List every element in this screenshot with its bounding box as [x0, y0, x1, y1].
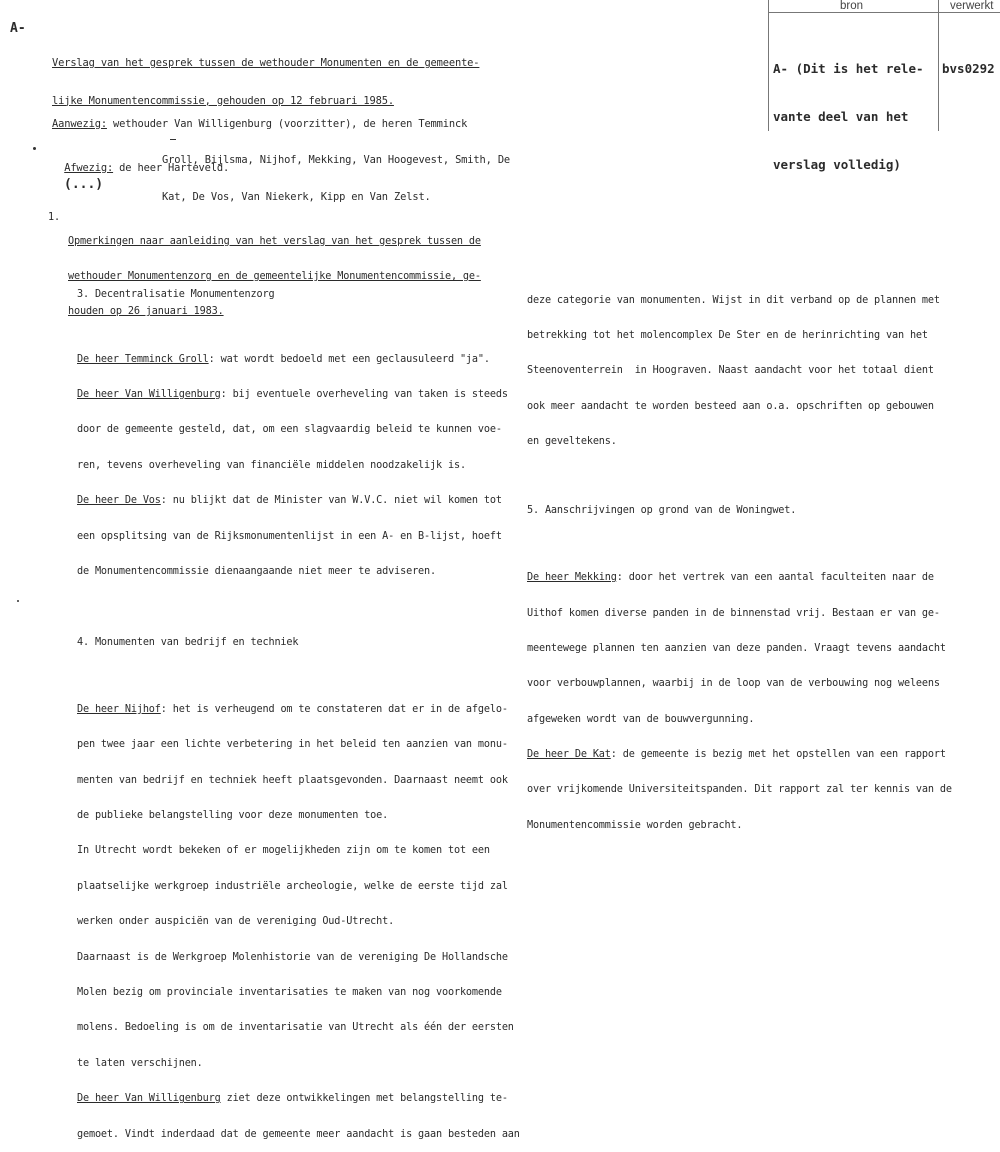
- subsection-3-heading: 3. Decentralisatie Monumentenzorg: [77, 288, 275, 300]
- text-line: de publieke belangstelling voor deze monumenten toe.: [77, 810, 389, 822]
- subsection-5-heading: 5. Aanschrijvingen op grond van de Woningwet.: [527, 505, 797, 517]
- text-line: Daarnaast is de Werkgroep Molenhistorie van de vereniging De Hollandsche: [77, 951, 508, 963]
- paragraph: [77, 704, 520, 716]
- heading-line: Opmerkingen naar aanleiding van het verslag van het gesprek tussen de: [68, 235, 481, 247]
- table-border-middle: [938, 0, 939, 131]
- table-border-left: [768, 0, 769, 131]
- attendees-line: wethouder Van Willigenburg (voorzitter), de heren Temminck: [106, 117, 468, 130]
- text-line: plaatselijke werkgroep industriële archeologie, welke de eerste tijd zal: [77, 880, 508, 892]
- bron-line: A- (Dit is het rele-: [773, 61, 924, 76]
- text-line: Steenoventerrein in Hoograven. Naast aandacht voor het totaal dient: [527, 365, 934, 377]
- column-header-verwerkt: verwerkt: [950, 0, 994, 12]
- margin-dash: [170, 139, 176, 140]
- heading-line: houden op 26 januari 1983.: [68, 306, 224, 318]
- text-line: gemoet. Vindt inderdaad dat de gemeente meer aandacht is gaan besteden aan: [77, 1128, 520, 1140]
- text-line: : de gemeente is bezig met het opstellen van een rapport: [610, 749, 946, 761]
- text-line: pen twee jaar een lichte verbetering in het beleid ten aanzien van monu-: [77, 739, 508, 751]
- paragraph: [77, 389, 520, 401]
- text-line: Uithof komen diverse panden in de binnenstad vrij. Bestaan er van ge-: [527, 607, 940, 619]
- paragraph: [77, 495, 520, 507]
- speaker: De heer De Vos: [77, 495, 161, 507]
- column-header-bron: bron: [840, 0, 864, 12]
- text-line: voor verbouwplannen, waarbij in de loop van de verbouwing nog weleens: [527, 678, 940, 690]
- paragraph: [77, 354, 520, 366]
- heading-line: wethouder Monumentenzorg en de gemeentelijke Monumentencommissie, ge-: [68, 270, 481, 282]
- text-line: te laten verschijnen.: [77, 1057, 203, 1069]
- ellipsis: (...): [64, 177, 104, 192]
- aanwezig-label: Aanwezig:: [52, 117, 107, 130]
- margin-dot: [33, 147, 36, 150]
- speaker: De heer Nijhof: [77, 703, 161, 715]
- speaker: De heer Temminck Groll: [77, 353, 209, 365]
- title-line: lijke Monumentencommissie, gehouden op 12 februari 1985.: [52, 94, 394, 107]
- attendees-line: Groll, Bijlsma, Nijhof, Mekking, Van Hoogevest, Smith, De: [162, 154, 511, 167]
- text-line: ren, tevens overheveling van financiële middelen noodzakelijk is.: [77, 459, 466, 471]
- afwezig-label: Afwezig:: [64, 161, 114, 174]
- speaker: De heer Van Willigenburg: [77, 1093, 221, 1105]
- text-line: ziet deze ontwikkelingen met belangstelling te-: [220, 1093, 508, 1105]
- verwerkt-code: bvs0292: [942, 61, 995, 76]
- section-1-number: 1.: [48, 212, 60, 223]
- text-line: menten van bedrijf en techniek heeft plaatsgevonden. Daarnaast neemt ook: [77, 774, 508, 786]
- text-line: : door het vertrek van een aantal faculteiten naar de: [616, 572, 934, 584]
- text-line: afgeweken wordt van de bouwvergunning.: [527, 713, 755, 725]
- text-line: werken onder auspiciën van de vereniging Oud-Utrecht.: [77, 916, 395, 928]
- absentees-block: [52, 151, 229, 175]
- text-line: meentewege plannen ten aanzien van deze panden. Vraagt tevens aandacht: [527, 642, 946, 654]
- text-line: over vrijkomende Universiteitspanden. Dit rapport zal ter kennis van de: [527, 784, 952, 796]
- text-line: een opsplitsing van de Rijksmonumentenlijst in een A- en B-lijst, hoeft: [77, 530, 502, 542]
- left-column: [77, 265, 520, 1152]
- text-line: : nu blijkt dat de Minister van W.V.C. niet wil komen tot: [160, 495, 502, 507]
- text-line: Monumentencommissie worden gebracht.: [527, 819, 743, 831]
- paragraph: [77, 1093, 520, 1105]
- absentees-text: de heer Harteveld.: [113, 161, 230, 174]
- text-line: : het is verheugend om te constateren dat er in de afgelo-: [160, 703, 508, 715]
- text-line: door de gemeente gesteld, dat, om een slagvaardig beleid te kunnen voe-: [77, 424, 502, 436]
- text-line: deze categorie van monumenten. Wijst in dit verband op de plannen met: [527, 294, 940, 306]
- margin-mark: A-: [10, 21, 26, 36]
- bron-line: verslag volledig): [773, 157, 901, 172]
- text-line: en geveltekens.: [527, 436, 617, 448]
- paragraph: [527, 749, 952, 761]
- text-line: In Utrecht wordt bekeken of er mogelijkheden zijn om te komen tot een: [77, 845, 490, 857]
- text-line: ook meer aandacht te worden besteed aan o.a. opschriften op gebouwen: [527, 400, 934, 412]
- attendees-line: Kat, De Vos, Van Niekerk, Kipp en Van Zelst.: [162, 191, 431, 204]
- speaker: De heer Mekking: [527, 572, 617, 584]
- text-line: molens. Bedoeling is om de inventarisatie van Utrecht als één der eersten: [77, 1022, 514, 1034]
- text-line: : bij eventuele overheveling van taken is steeds: [220, 388, 508, 400]
- margin-dot: [17, 600, 19, 602]
- speaker: De heer Van Willigenburg: [77, 388, 221, 400]
- bron-line: vante deel van het: [773, 109, 909, 124]
- paragraph: [527, 572, 952, 584]
- table-header-rule: [768, 12, 1000, 13]
- right-column: [527, 271, 952, 843]
- text-line: de Monumentencommissie dienaangaande niet meer te adviseren.: [77, 565, 437, 577]
- title-line: Verslag van het gesprek tussen de wethouder Monumenten en de gemeente-: [52, 57, 480, 69]
- text-line: : wat wordt bedoeld met een geclausuleerd "ja".: [208, 353, 490, 365]
- text-line: betrekking tot het molencomplex De Ster en de herinrichting van het: [527, 329, 928, 341]
- speaker: De heer De Kat: [527, 749, 611, 761]
- bron-text: [773, 29, 924, 205]
- text-line: Molen bezig om provinciale inventarisaties te maken van nog voorkomende: [77, 987, 502, 999]
- subsection-4-heading: 4. Monumenten van bedrijf en techniek: [77, 636, 299, 648]
